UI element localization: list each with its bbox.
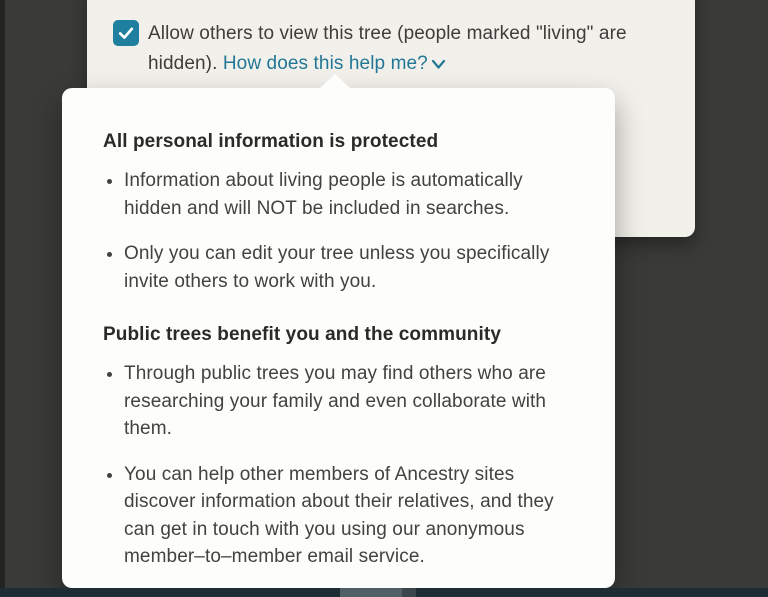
bullet-item: • Information about living people is automatically hidden and will NOT be included in searches. — [124, 167, 573, 222]
bullet-item: • Only you can edit your tree unless you specifically invite others to work with you. — [124, 240, 573, 295]
bullet-item: • Through public trees you may find others who are researching your family and even collaborate with them. — [124, 360, 573, 443]
allow-view-consent-row — [87, 0, 695, 81]
chevron-down-icon — [430, 51, 447, 81]
left-edge-strip — [0, 0, 5, 597]
scrollbar-thumb[interactable] — [340, 588, 402, 597]
scrollbar-thumb-fade — [402, 588, 416, 597]
allow-view-label-text: Allow others to view this tree (people marked "living" are hidden). — [148, 23, 627, 74]
checkmark-icon — [116, 23, 136, 43]
popover-heading-community: Public trees benefit you and the community — [103, 324, 501, 345]
allow-view-checkbox[interactable] — [113, 20, 139, 46]
bullet-item: • You can help other members of Ancestry sites discover information about their relatives, and they can get in touch with you using our anonymous member–to–member email service. — [124, 461, 573, 571]
privacy-bullet-list — [103, 167, 573, 295]
how-does-this-help-link[interactable] — [223, 53, 447, 74]
help-link-text: How does this help me? — [222, 53, 428, 74]
popover-heading-privacy: All personal information is protected — [103, 131, 439, 152]
community-bullet-list — [103, 360, 573, 571]
allow-view-label — [148, 19, 656, 81]
help-popover — [62, 88, 615, 588]
bottom-scrollbar-track — [0, 588, 768, 597]
